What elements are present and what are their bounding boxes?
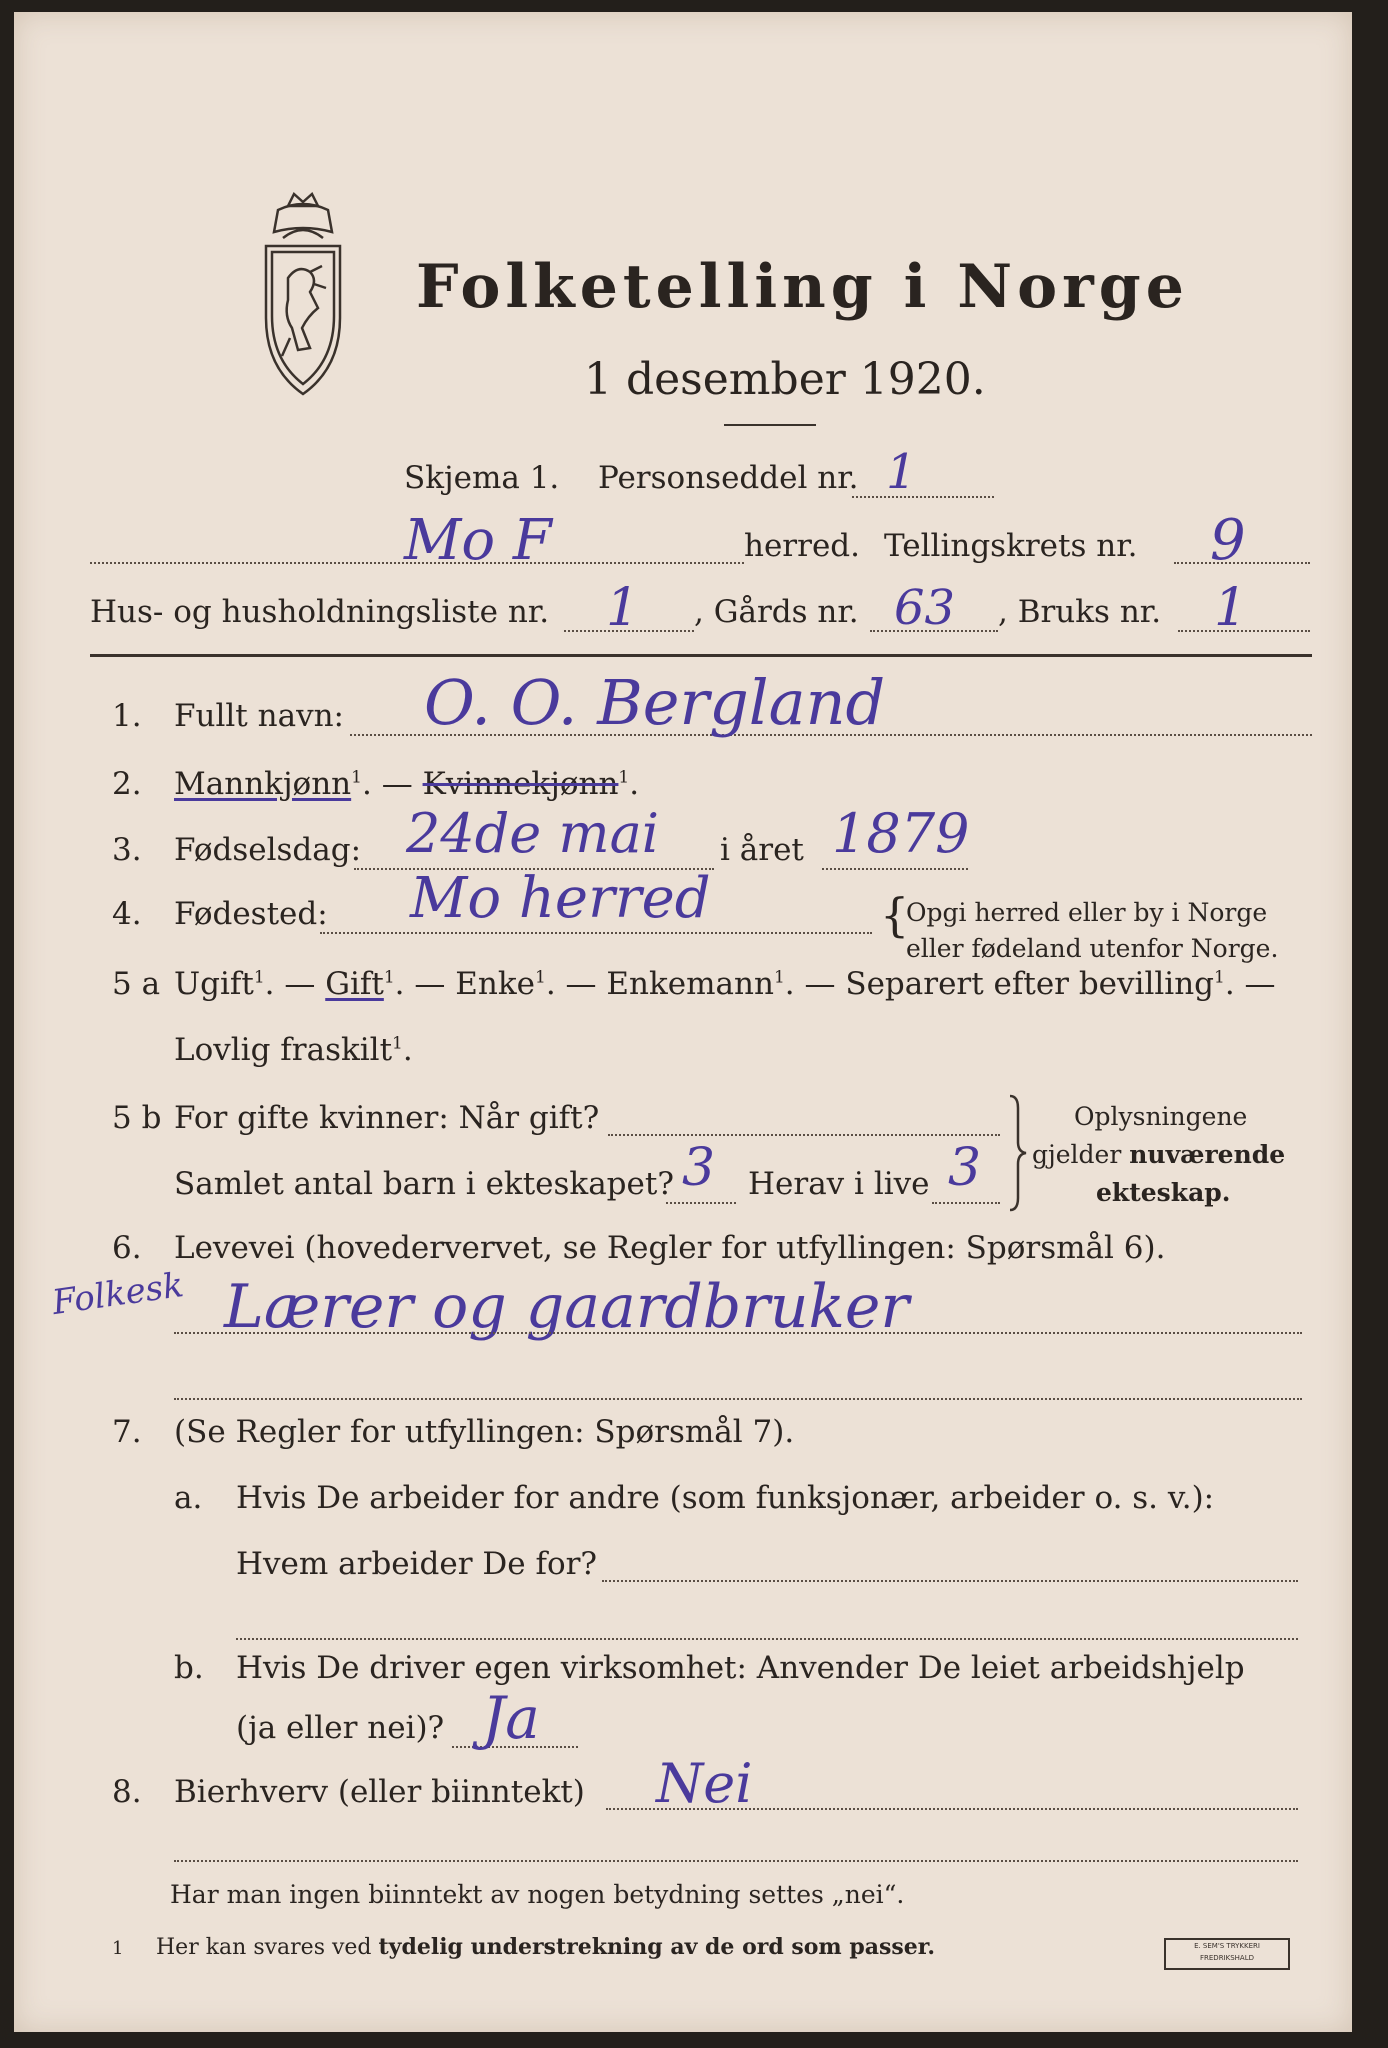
printer-stamp — [1164, 1938, 1290, 1970]
q4-note-line1: Opgi herred eller by i Norge — [906, 898, 1268, 927]
q6-label: Levevei (hovedervervet, se Regler for utfyllingen: Spørsmål 6). — [174, 1230, 1166, 1266]
q8-line2 — [174, 1860, 1298, 1862]
q5b-note-line2 — [1032, 1140, 1285, 1169]
tellingskrets-label: Tellingskrets nr. — [884, 528, 1138, 564]
q5b-note-naverende: nuværende — [1129, 1140, 1286, 1169]
q5b-ilive-label: Herav i live — [748, 1166, 930, 1202]
bruks-label: , Bruks nr. — [998, 594, 1162, 630]
q4-value: Mo herred — [410, 866, 711, 931]
q6-margin-note: Folkesk — [49, 1265, 187, 1323]
q5b-label-barn: Samlet antal barn i ekteskapet? — [174, 1166, 674, 1202]
q2-options: Mannkjønn$^1$. — Kvinnekjønn$^1$. — [174, 766, 640, 802]
personseddel-label: Personseddel nr. — [598, 460, 859, 496]
q7a-line1: Hvis De arbeider for andre (som funksjonær, arbeider o. s. v.): — [236, 1480, 1215, 1516]
norwegian-coat-of-arms-icon — [248, 188, 358, 398]
footnote-text-a: Her kan svares ved — [156, 1935, 372, 1960]
footnote-text-b: tydelig understrekning av de ord som passer. — [378, 1934, 936, 1960]
q5b-note-gjelder: gjelder — [1032, 1140, 1122, 1169]
q7a-answer-line2 — [236, 1638, 1298, 1640]
q5b-number: 5 b — [112, 1100, 162, 1136]
q7b-value: Ja — [482, 1684, 540, 1752]
q7a-letter: a. — [174, 1480, 203, 1516]
q3-year-value: 1879 — [832, 802, 970, 865]
q2-separator: . — — [361, 766, 413, 802]
census-date: 1 desember 1920. — [584, 354, 986, 405]
q7b-line1: Hvis De driver egen virksomhet: Anvender De leiet arbeidshjelp — [236, 1650, 1245, 1686]
q5a-sep: . — — [1224, 966, 1276, 1002]
q1-label: Fullt navn: — [174, 698, 344, 734]
q8-value: Nei — [656, 1752, 753, 1815]
q3-label: Fødselsdag: — [174, 832, 362, 868]
q1-number: 1. — [112, 698, 142, 734]
husliste-value: 1 — [606, 578, 640, 638]
q3-day-value: 24de mai — [406, 802, 660, 865]
q4-label: Fødested: — [174, 896, 328, 932]
q7b-line2: (ja eller nei)? — [236, 1710, 445, 1746]
herred-value: Mo F — [404, 508, 552, 573]
q5a-separert: Separert efter bevilling — [845, 966, 1215, 1002]
title-divider — [724, 424, 816, 426]
q7a-line2: Hvem arbeider De for? — [236, 1546, 598, 1582]
q1-value-name: O. O. Bergland — [424, 666, 886, 739]
q5a-options: Ugift$^1$. — Gift$^1$. — Enke$^1$. — Enkemann$^1$. — Separert efter bevilling$^1$. — — [174, 966, 1276, 1002]
q8-number: 8. — [112, 1774, 142, 1810]
q5a-gift: Gift — [325, 966, 384, 1002]
q5b-note-line1: Oplysningene — [1074, 1102, 1248, 1131]
q3-year-label: i året — [720, 832, 804, 868]
personseddel-line — [852, 496, 994, 498]
q7-label: (Se Regler for utfyllingen: Spørsmål 7). — [174, 1414, 795, 1450]
q5a-number: 5 a — [112, 966, 161, 1002]
q3-year-line — [822, 868, 968, 870]
q2-end: . — [629, 766, 640, 802]
personseddel-value: 1 — [886, 444, 917, 500]
printer-stamp-text: E. SEM'S TRYKKERI FREDRIKSHALD — [1194, 1942, 1260, 1962]
q5b-barn-value: 3 — [682, 1138, 716, 1198]
section-divider — [90, 654, 1312, 657]
gards-label: , Gårds nr. — [694, 594, 859, 630]
q5b-barn-line — [666, 1202, 736, 1204]
q2-kvinnekjonn-option: Kvinnekjønn — [422, 766, 619, 802]
q3-number: 3. — [112, 832, 142, 868]
gards-value: 63 — [894, 580, 956, 636]
q4-note-line2: eller fødeland utenfor Norge. — [906, 934, 1279, 963]
q5a-fraskilt: Lovlig fraskilt — [174, 1032, 393, 1068]
herred-label: herred. — [744, 528, 860, 564]
q5a-sep: . — — [545, 966, 597, 1002]
q5a-enkemann: Enkemann — [606, 966, 774, 1002]
q5b-note-line3: ekteskap. — [1096, 1178, 1231, 1207]
footnote-marker: 1 — [112, 1938, 124, 1959]
q5b-ilive-line — [932, 1202, 1000, 1204]
q2-mannkjonn-option: Mannkjønn — [174, 766, 352, 802]
q4-number: 4. — [112, 896, 142, 932]
q2-number: 2. — [112, 766, 142, 802]
q5a-sep: . — — [264, 966, 316, 1002]
form-title: Folketelling i Norge — [416, 252, 1189, 322]
q4-brace: { — [880, 888, 910, 942]
q5a-sep: . — — [784, 966, 836, 1002]
q6-number: 6. — [112, 1230, 142, 1266]
q5a-ugift: Ugift — [174, 966, 254, 1002]
q6-line2 — [174, 1398, 1302, 1400]
q5b-brace-icon — [1004, 1094, 1028, 1212]
census-form-page — [14, 12, 1352, 2032]
bruks-value: 1 — [1214, 578, 1248, 638]
q7a-answer-line1 — [602, 1580, 1298, 1582]
q6-value: Lærer og gaardbruker — [224, 1272, 910, 1342]
q5b-gift-line — [608, 1134, 1000, 1136]
skjema-label: Skjema 1. — [404, 460, 560, 496]
q8-label: Bierhverv (eller biinntekt) — [174, 1774, 585, 1810]
tellingskrets-value: 9 — [1210, 508, 1246, 573]
q5b-ilive-value: 3 — [948, 1138, 982, 1198]
q5b-label-gift: For gifte kvinner: Når gift? — [174, 1100, 600, 1136]
footnote-text — [156, 1934, 935, 1960]
husliste-label: Hus- og husholdningsliste nr. — [90, 594, 550, 630]
q5a-fraskilt-line: Lovlig fraskilt$^1$. — [174, 1032, 413, 1068]
q6-line1 — [174, 1332, 1302, 1334]
q5a-sep: . — — [394, 966, 446, 1002]
q5a-enke: Enke — [455, 966, 535, 1002]
footer-note: Har man ingen biinntekt av nogen betydning settes „nei“. — [170, 1880, 905, 1909]
q7-number: 7. — [112, 1414, 142, 1450]
q4-line — [320, 932, 872, 934]
q7b-letter: b. — [174, 1650, 204, 1686]
